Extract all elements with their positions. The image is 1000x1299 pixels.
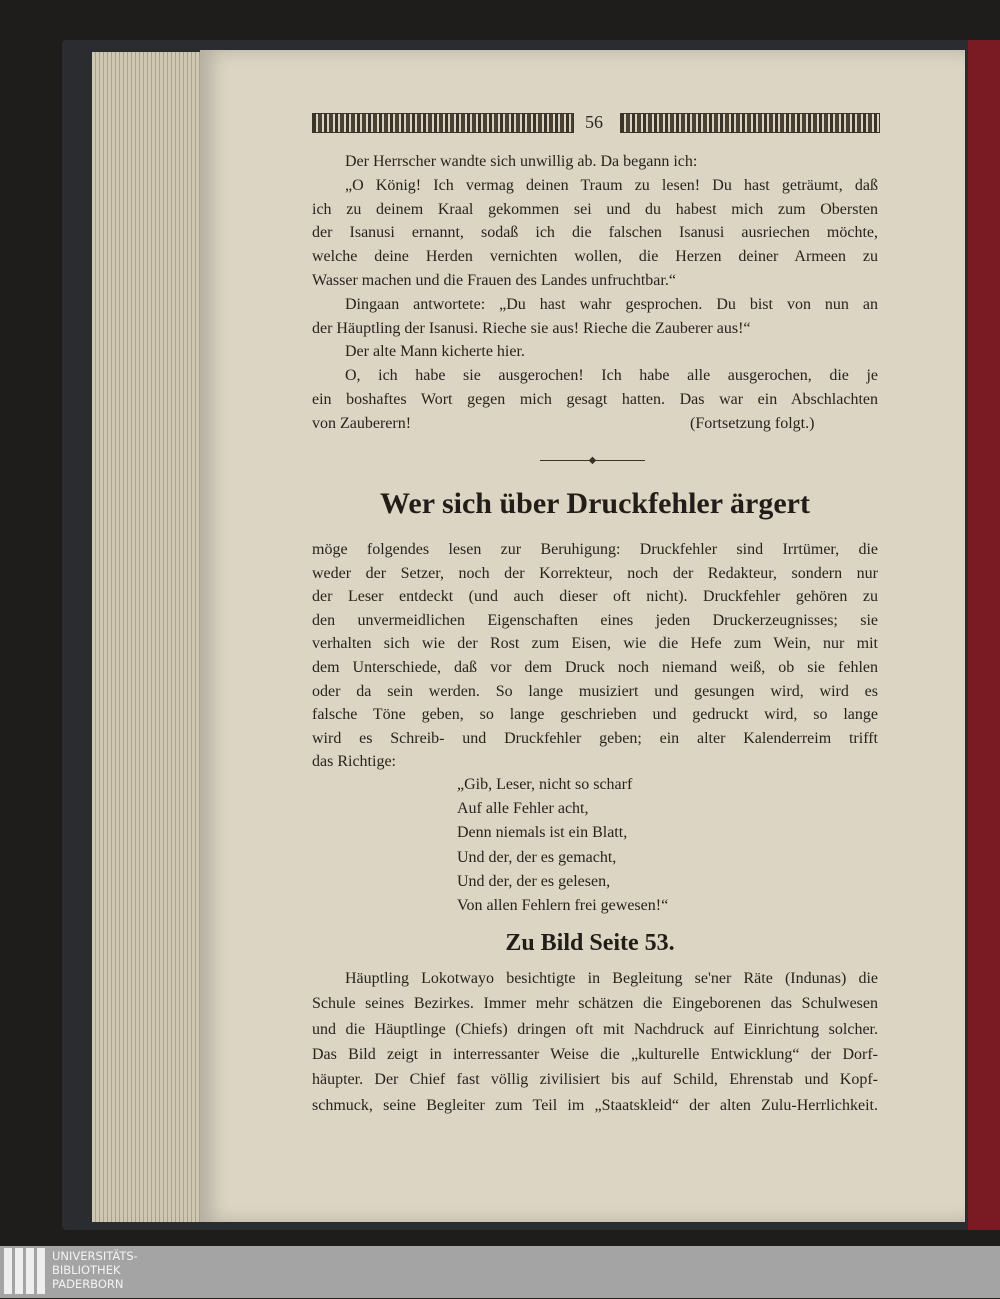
text-line: Und der, der es gelesen, bbox=[457, 872, 611, 890]
article-title: Wer sich über Druckfehler ärgert bbox=[380, 487, 810, 520]
library-logo-text bbox=[52, 1249, 138, 1291]
text-line: den unvermeidlichen Eigenschaften eines jeden Druckerzeugnisses; sie bbox=[312, 611, 878, 629]
section-divider-ornament: ◆ bbox=[540, 458, 645, 464]
text-line: „O König! Ich vermag deinen Traum zu lesen! Du hast geträumt, daß bbox=[345, 176, 878, 194]
text-line: oder da sein werden. So lange musiziert und gesungen wird, wird es bbox=[312, 682, 878, 700]
text-line: falsche Töne geben, so lange geschrieben und gedruckt wird, so lange bbox=[312, 706, 878, 724]
text-line: Wasser machen und die Frauen des Landes unfruchtbar.“ bbox=[312, 272, 676, 289]
text-line: „Gib, Leser, nicht so scharf bbox=[457, 776, 633, 793]
text-line: der Häuptling der Isanusi. Rieche sie aus! Rieche die Zauberer aus!“ bbox=[312, 319, 751, 337]
section-heading: Zu Bild Seite 53. bbox=[505, 930, 675, 956]
text-line: wird es Schreib- und Druckfehler geben; ein alter Kalenderreim trifft bbox=[312, 729, 878, 747]
header-ornament-left bbox=[312, 113, 574, 133]
text-line: ein boshaftes Wort gegen mich gesagt hatten. Das war ein Abschlachten bbox=[312, 391, 878, 408]
text-line: häupter. Der Chief fast völlig zivilisiert bis auf Schild, Ehrenstab und Kopf- bbox=[312, 1071, 878, 1089]
page-number: 56 bbox=[585, 112, 603, 132]
logo-line: PADERBORN bbox=[52, 1277, 124, 1291]
text-line: Dingaan antwortete: „Du hast wahr gesprochen. Du bist von nun an bbox=[345, 295, 878, 313]
text-line: und die Häuptlinge (Chiefs) dringen oft mit Nachdruck auf Einrichtung solcher. bbox=[312, 1020, 878, 1038]
continuation-note: (Fortsetzung folgt.) bbox=[690, 415, 815, 432]
text-line: der Leser entdeckt (und auch dieser oft nicht). Druckfehler gehören zu bbox=[312, 588, 878, 606]
logo-line: UNIVERSITÄTS- bbox=[52, 1249, 138, 1263]
text-line: der Isanusi ernannt, sodaß ich die falschen Isanusi ausriechen möchte, bbox=[312, 224, 878, 242]
text-line: Auf alle Fehler acht, bbox=[457, 800, 589, 818]
text-line: das Richtige: bbox=[312, 753, 396, 771]
text-line: Schule seines Bezirkes. Immer mehr schätzen die Eingeborenen das Schulwesen bbox=[312, 995, 878, 1013]
library-logo-icon bbox=[4, 1248, 48, 1299]
logo-line: BIBLIOTHEK bbox=[52, 1263, 121, 1277]
text-line: dem Unterschiede, daß vor dem Druck noch niemand weiß, ob sie fehlen bbox=[312, 659, 878, 676]
text-line: von Zauberern! bbox=[312, 414, 412, 432]
library-logo-bar bbox=[0, 1246, 1000, 1298]
header-ornament-right bbox=[620, 113, 880, 133]
adjacent-page-edge bbox=[968, 40, 1000, 1230]
text-line: möge folgendes lesen zur Beruhigung: Druckfehler sind Irrtümer, die bbox=[312, 541, 878, 558]
text-line: verhalten sich wie der Rost zum Eisen, wie die Hefe zum Wein, nur mit bbox=[312, 635, 878, 653]
text-line: Der Herrscher wandte sich unwillig ab. Da begann ich: bbox=[345, 153, 698, 170]
text-line: welche deine Herden vernichten wollen, die Herzen deiner Armeen zu bbox=[312, 248, 878, 266]
text-line: schmuck, seine Begleiter zum Teil im „Staatskleid“ der alten Zulu-Herrlichkeit. bbox=[312, 1096, 878, 1114]
text-line: Das Bild zeigt in interressanter Weise die „kulturelle Entwicklung“ der Dorf- bbox=[312, 1045, 878, 1063]
text-line: Häuptling Lokotwayo besichtigte in Begleitung se'ner Räte (Indunas) die bbox=[345, 970, 878, 987]
text-line: O, ich habe sie ausgerochen! Ich habe alle ausgerochen, die je bbox=[345, 367, 878, 385]
text-line: Der alte Mann kicherte hier. bbox=[345, 343, 525, 361]
text-line: Und der, der es gemacht, bbox=[457, 848, 617, 866]
page-stack-edges bbox=[92, 52, 210, 1222]
text-line: Denn niemals ist ein Blatt, bbox=[457, 824, 628, 842]
text-line: ich zu deinem Kraal gekommen sei und du habest mich zum Obersten bbox=[312, 200, 878, 218]
text-line: weder der Setzer, noch der Korrekteur, noch der Redakteur, sondern nur bbox=[312, 564, 878, 582]
text-line: Von allen Fehlern frei gewesen!“ bbox=[457, 897, 669, 914]
